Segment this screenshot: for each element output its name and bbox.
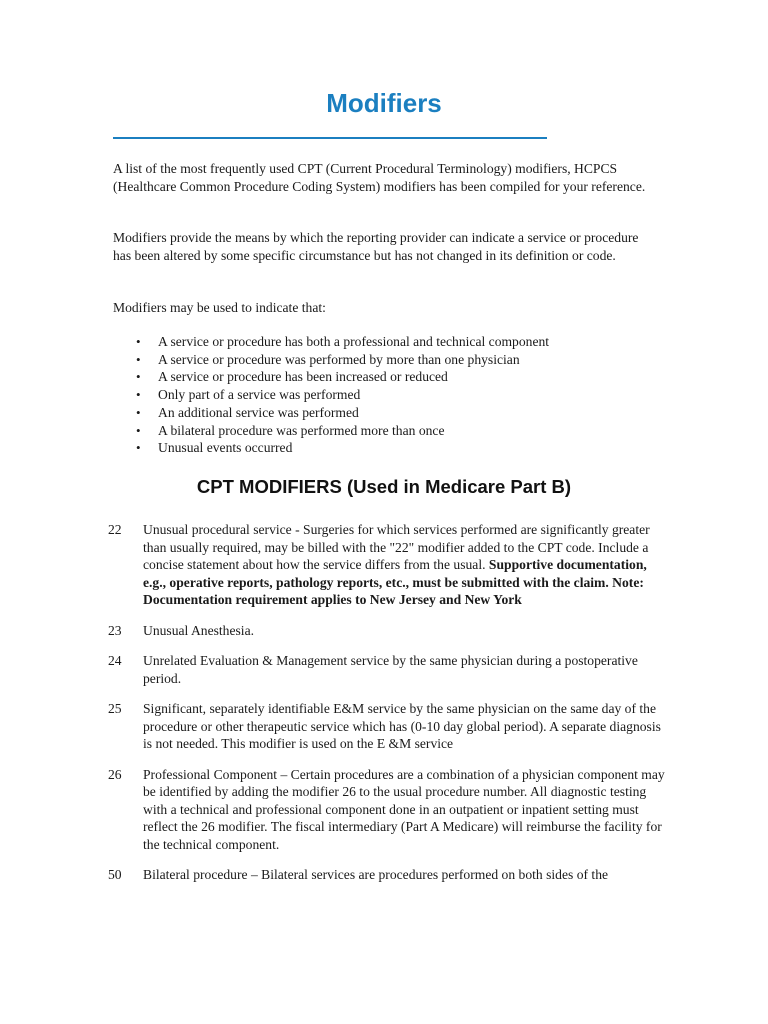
bullet-icon: • xyxy=(136,404,141,420)
intro-paragraph: A list of the most frequently used CPT (Current Procedural Terminology) modifiers, HCPCS (Healthcare Common Procedure Coding System) modifiers has been compiled for your reference. xyxy=(113,161,646,194)
list-item xyxy=(136,439,656,457)
modifier-entry-50 xyxy=(108,866,668,884)
modifier-text: Unusual Anesthesia. xyxy=(143,622,254,638)
modifier-code: 26 xyxy=(108,766,122,782)
modifier-entry-23 xyxy=(108,622,668,640)
modifier-text: Unrelated Evaluation & Management service by the same physician during a postoperative period. xyxy=(143,653,638,686)
list-item-text: Only part of a service was performed xyxy=(158,387,361,403)
bullet-icon: • xyxy=(136,369,141,385)
modifier-list xyxy=(108,521,668,897)
list-item xyxy=(136,333,656,351)
list-item-text: A service or procedure was performed by more than one physician xyxy=(158,351,520,367)
modifier-code: 23 xyxy=(108,622,122,638)
list-item xyxy=(136,386,656,404)
list-item xyxy=(136,368,656,386)
modifier-text: Professional Component – Certain procedures are a combination of a physician component may be identified by adding the modifier 26 to the usual procedure number. All diagnostic testing with a technical and professional component done in an outpatient or inpatient setting must reflect the 26 modifier. The fiscal intermediary (Part A Medicare) will reimburse the facility for the technical component. xyxy=(143,766,665,852)
modifier-entry-24 xyxy=(108,652,668,687)
modifier-code: 25 xyxy=(108,701,122,716)
modifier-description xyxy=(143,622,668,640)
modifier-description xyxy=(143,652,668,687)
modifier-bold-note: Supportive documentation, e.g., operative reports, pathology reports, etc., must be submitted with the claim. Note: Documentation requirement applies to New Jersey and New York xyxy=(143,557,647,607)
list-item-text: Unusual events occurred xyxy=(158,440,293,456)
modifier-text: Significant, separately identifiable E&M service by the same physician on the same day of the procedure or other therapeutic service which has (0-10 day global period). A separate diagnosis is not needed. This modifier is used on the E &M service xyxy=(143,701,661,751)
bullet-icon: • xyxy=(136,334,141,349)
list-item-text: A service or procedure has both a professional and technical component xyxy=(158,334,550,349)
list-item-text: An additional service was performed xyxy=(158,404,359,420)
list-item xyxy=(136,422,656,440)
bullet-icon: • xyxy=(136,440,141,456)
modifier-code: 24 xyxy=(108,653,122,668)
indication-list xyxy=(136,333,656,457)
modifier-description xyxy=(143,866,668,884)
list-item xyxy=(136,351,656,369)
list-item xyxy=(136,404,656,422)
list-item-text: A bilateral procedure was performed more than once xyxy=(158,422,445,438)
page-title: Modifiers xyxy=(326,88,442,118)
modifier-description xyxy=(143,700,668,753)
section-heading: CPT MODIFIERS (Used in Medicare Part B) xyxy=(196,476,572,497)
modifier-code: 22 xyxy=(108,522,122,537)
modifier-code: 50 xyxy=(108,867,122,882)
modifier-description xyxy=(143,766,668,854)
modifier-text: Bilateral procedure – Bilateral services are procedures performed on both sides of the xyxy=(143,867,609,882)
bullet-icon: • xyxy=(136,422,141,438)
bullet-icon: • xyxy=(136,387,141,403)
title-underline xyxy=(113,137,547,139)
bullet-icon: • xyxy=(136,351,141,367)
used-to-paragraph: Modifiers may be used to indicate that: xyxy=(113,300,326,315)
modifier-entry-26 xyxy=(108,766,668,854)
modifier-entry-25 xyxy=(108,700,668,753)
modifier-description xyxy=(143,521,668,609)
modifier-text: Unusual procedural service - Surgeries for which services performed are significantly greater than usually required, may be billed with the "22" modifier added to the CPT code. Include a concise statement about how the service differs from the usual. xyxy=(143,522,650,572)
means-paragraph: Modifiers provide the means by which the reporting provider can indicate a service or procedure has been altered by some specific circumstance but has not changed in its definition or code. xyxy=(113,230,639,263)
modifier-entry-22 xyxy=(108,521,668,609)
list-item-text: A service or procedure has been increased or reduced xyxy=(158,369,448,385)
